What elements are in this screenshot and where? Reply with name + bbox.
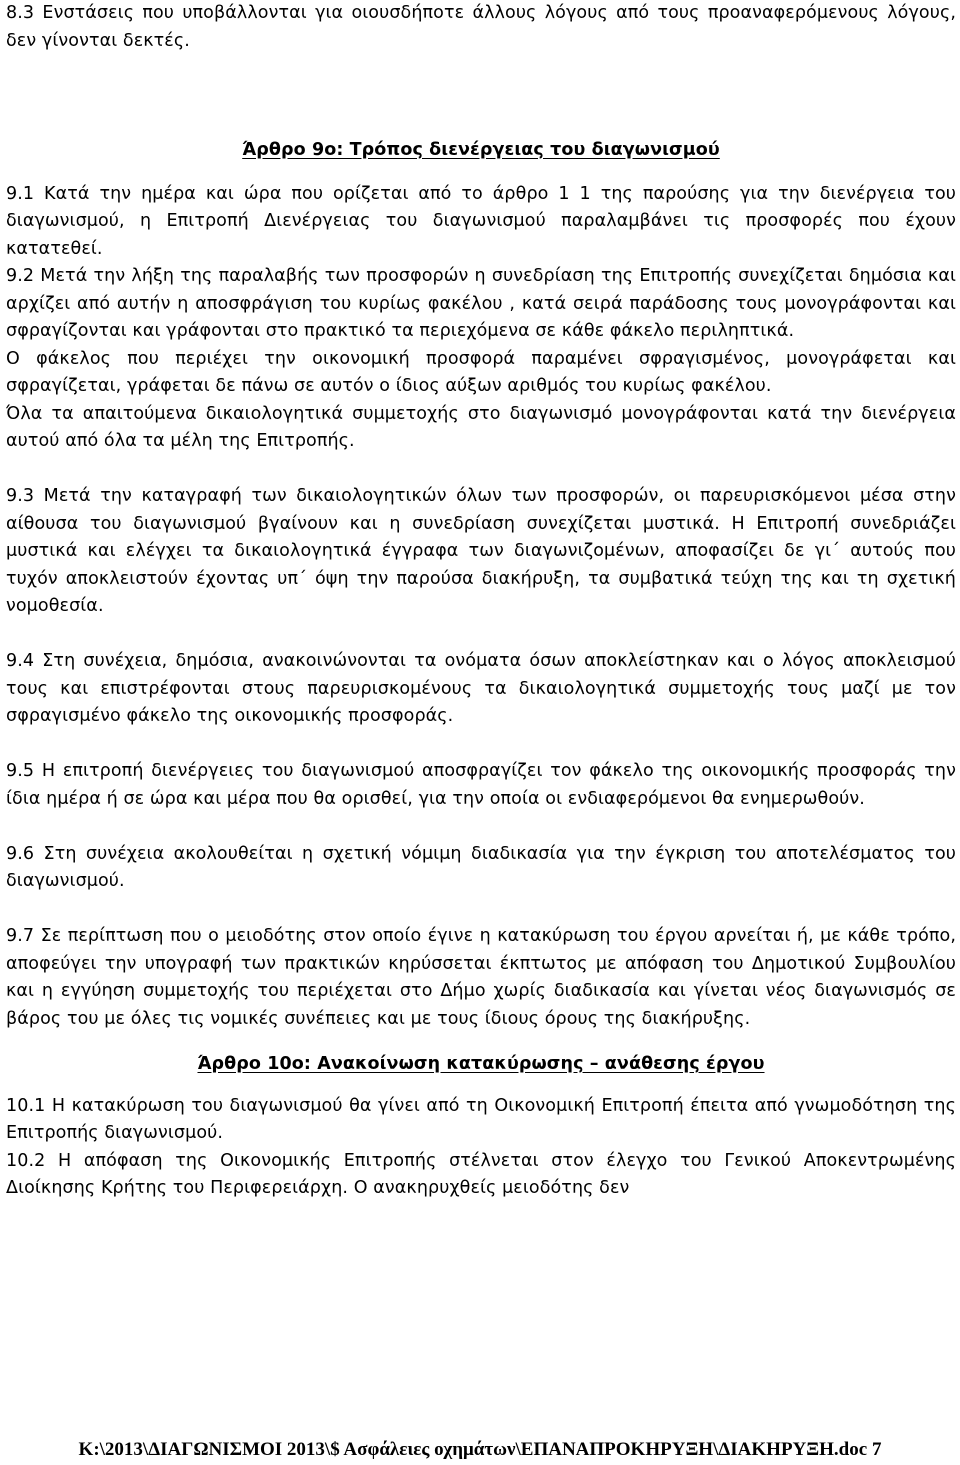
paragraph-9-2-documents: Όλα τα απαιτούμενα δικαιολογητικά συμμετοχής στο διαγωνισμό μονογράφονται κατά την διενέργεια αυτού από όλα τα μέλη της Επιτροπής. [6,403,956,451]
paragraph-9-4: 9.4 Στη συνέχεια, δημόσια, ανακοινώνονται τα ονόματα όσων αποκλείστηκαν και ο λόγος αποκλεισμού τους και επιστρέφονται στους παρευρισκομένους τα δικαιολογητικά συμμετοχής τους μαζί με τον σφραγισμένο φάκελο της οικονομικής προσφοράς. [6,651,956,726]
paragraph-9-1: 9.1 Κατά την ημέρα και ώρα που ορίζεται από το άρθρο 1 1 της παρούσης για την διενέργεια του διαγωνισμού, η Επιτροπή Διενέργειας του διαγωνισμού παραλαμβάνει τις προσφορές που έχουν κατατεθεί. [6,183,956,259]
paragraph-9-2: 9.2 Μετά την λήξη της παραλαβής των προσφορών η συνεδρίαση της Επιτροπής συνεχίζεται δημόσια και αρχίζει από αυτήν η αποσφράγιση του κυρίως φακέλου , κατά σειρά παράδοσης τους μονογράφονται και σφραγίζονται και γράφονται στο πρακτικό τα περιεχόμενα σε κάθε φάκελο περιληπτικά. [6,266,956,341]
paragraph-9-3: 9.3 Μετά την καταγραφή των δικαιολογητικών όλων των προσφορών, οι παρευρισκόμενοι μέσα στην αίθουσα του διαγωνισμού βγαίνουν και η συνεδρίαση συνεχίζεται μυστικά. Η Επιτροπή συνεδριάζει μυστικά και ελέγχει τα δικαιολογητικά έγγραφα των διαγωνιζομένων, αποφασίζει δε γι΄ αυτούς που τυχόν αποκλειστούν έχοντας υπ΄ όψη την παρούσα διακήρυξη, τα συμβατικά τεύχη της και τη σχετική νομοθεσία. [6,486,956,616]
paragraph-9-7: 9.7 Σε περίπτωση που ο μειοδότης στον οποίο έγινε η κατακύρωση του έργου αρνείται ή, με κάθε τρόπο, αποφεύγει την υπογραφή των πρακτικών κηρύσσεται έκπτωτος με απόφαση του Δημοτικού Συμβουλίου και η εγγύηση συμμετοχής του περιέχεται στο Δήμο χωρίς διαδικασία και γίνεται νέος διαγωνισμός σε βάρος του με όλες τις νομικές συνέπειες και με τους ίδιους όρους της διακήρυξης. [6,926,956,1029]
paragraph-9-2-envelope: Ο φάκελος που περιέχει την οικονομική προσφορά παραμένει σφραγισμένος, μονογράφεται και σφραγίζεται, γράφεται δε πάνω σε αυτόν ο ίδιος αύξων αριθμός του κυρίως φακέλου. [6,348,956,396]
paragraph-8-3: 8.3 Ενστάσεις που υποβάλλονται για οιουσδήποτε άλλους λόγους από τους προαναφερόμενους λόγους, δεν γίνονται δεκτές. [6,3,956,51]
paragraph-9-6: 9.6 Στη συνέχεια ακολουθείται η σχετική νόμιμη διαδικασία για την έγκριση του αποτελέσματος του διαγωνισμού. [6,843,956,891]
footer-page-number: 7 [871,1439,882,1460]
page-footer [0,1438,960,1462]
heading-article-9: Άρθρο 9ο: Τρόπος διενέργειας του διαγωνισμού [242,140,720,160]
heading-article-10: Άρθρο 10ο: Ανακοίνωση κατακύρωσης – ανάθεσης έργου [197,1054,765,1074]
paragraph-10-2: 10.2 Η απόφαση της Οικονομικής Επιτροπής στέλνεται στον έλεγχο του Γενικού Αποκεντρωμένης Διοίκησης Κρήτης του Περιφερειάρχη. Ο ανακηρυχθείς μειοδότης δεν [6,1150,956,1198]
footer-file-path: K:\2013\ΔΙΑΓΩΝΙΣΜΟΙ 2013\$ Ασφάλειες οχημάτων\ΕΠΑΝΑΠΡΟΚΗΡΥΞΗ\ΔΙΑΚΗΡΥΞΗ.doc [78,1439,868,1460]
paragraph-9-5: 9.5 Η επιτροπή διενέργειες του διαγωνισμού αποσφραγίζει τον φάκελο της οικονομικής προσφοράς την ίδια ημέρα ή σε ώρα και μέρα που θα ορισθεί, για την οποία οι ενδιαφερόμενοι θα ενημερωθούν. [6,761,956,809]
paragraph-10-1: 10.1 Η κατακύρωση του διαγωνισμού θα γίνει από τη Οικονομική Επιτροπή έπειτα από γνωμοδότηση της Επιτροπής διαγωνισμού. [6,1095,956,1143]
document-page [6,0,956,1203]
